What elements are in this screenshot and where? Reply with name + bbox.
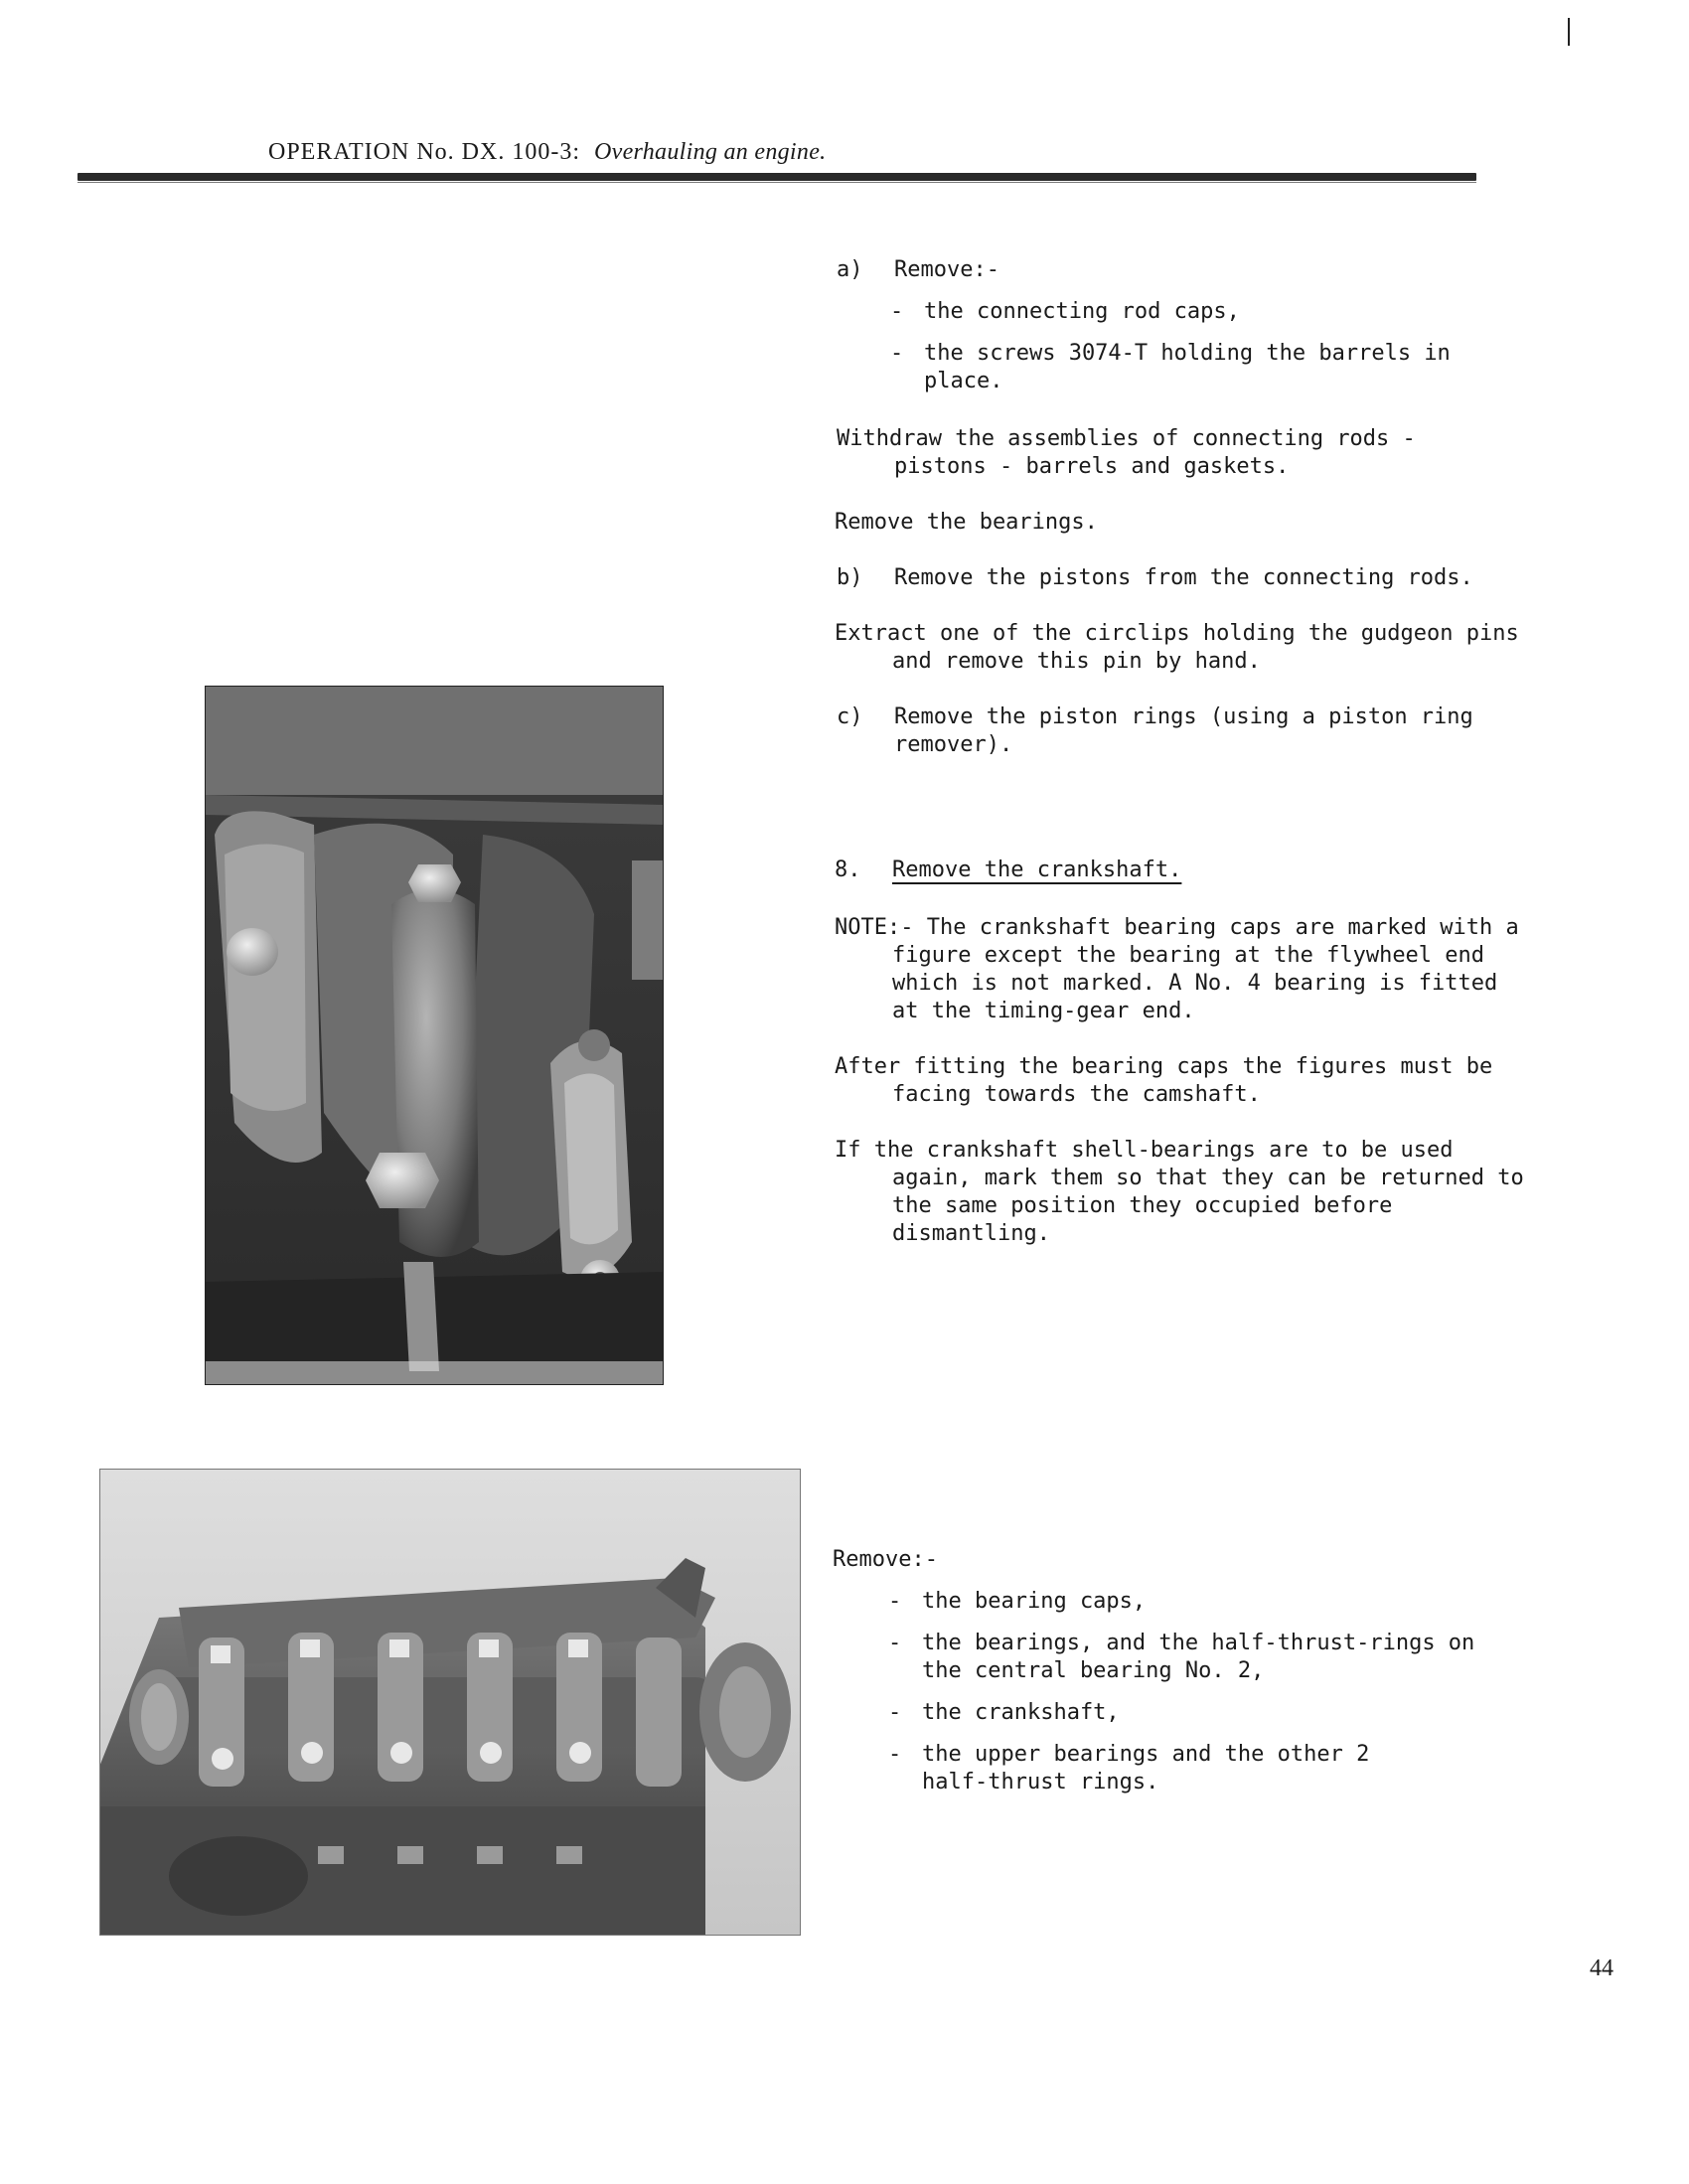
section-a-label: a) — [837, 257, 863, 282]
section-c-text: Remove the piston rings (using a piston ring remover). — [894, 704, 1473, 757]
dash-glyph: - — [890, 299, 904, 324]
paragraph-remove-bearings: Remove the bearings. — [835, 510, 1098, 535]
paragraph-after-fitting: After fitting the bearing caps the figures must be facing towards the camshaft. — [835, 1054, 1493, 1107]
remove-item-3: the crankshaft, — [922, 1700, 1120, 1725]
step-8 — [835, 857, 1181, 884]
list-item — [888, 1741, 1439, 1796]
list-item — [890, 298, 1480, 326]
paragraph-withdraw: Withdraw the assemblies of connecting rods - pistons - barrels and gaskets. — [837, 426, 1416, 479]
operation-number: OPERATION No. DX. 100-3: — [268, 139, 580, 165]
dash-glyph: - — [888, 1742, 902, 1767]
section-c-label: c) — [837, 704, 863, 729]
margin-mark — [1568, 18, 1570, 46]
header-rule-thin — [77, 182, 1476, 183]
section-b-label: b) — [837, 565, 863, 590]
crankshaft-photo — [99, 1469, 801, 1936]
step-8-label: 8. — [835, 858, 861, 882]
dash-glyph: - — [888, 1631, 902, 1655]
list-item — [888, 1588, 1518, 1616]
note-paragraph: NOTE:- The crankshaft bearing caps are marked with a figure except the bearing at the flywheel end which is not marked. A No. 4 bearing is fitted at the timing-gear end. — [835, 915, 1519, 1023]
section-a-item-1: the connecting rod caps, — [924, 299, 1240, 324]
step-8-title: Remove the crankshaft. — [892, 858, 1182, 882]
paragraph-extract: Extract one of the circlips holding the gudgeon pins and remove this pin by hand. — [835, 621, 1519, 674]
remove-heading-2: Remove:- — [833, 1547, 938, 1572]
list-item — [890, 340, 1480, 395]
section-a-item-2: the screws 3074-T holding the barrels in place. — [924, 341, 1451, 393]
page-number: 44 — [1590, 1955, 1613, 1981]
list-item — [888, 1699, 1518, 1727]
section-c — [837, 703, 1510, 759]
crankcase-photo — [205, 686, 664, 1385]
page-header — [268, 139, 826, 166]
section-b-text: Remove the pistons from the connecting rods. — [894, 565, 1473, 590]
dash-glyph: - — [888, 1589, 902, 1614]
paragraph-shell-bearings: If the crankshaft shell-bearings are to be used again, mark them so that they can be returned to the same position they occupied before dismantling. — [835, 1138, 1524, 1246]
dash-glyph: - — [888, 1700, 902, 1725]
section-a-heading-text: Remove:- — [894, 257, 999, 282]
section-b — [837, 564, 1472, 592]
dash-glyph: - — [890, 341, 904, 366]
header-rule — [77, 173, 1476, 181]
operation-title: Overhauling an engine. — [594, 139, 827, 165]
remove-item-2: the bearings, and the half-thrust-rings on the central bearing No. 2, — [922, 1631, 1475, 1683]
remove-item-4: the upper bearings and the other 2 half-thrust rings. — [922, 1742, 1370, 1794]
section-a-heading — [837, 256, 999, 284]
remove-item-1: the bearing caps, — [922, 1589, 1147, 1614]
list-item — [888, 1630, 1518, 1685]
